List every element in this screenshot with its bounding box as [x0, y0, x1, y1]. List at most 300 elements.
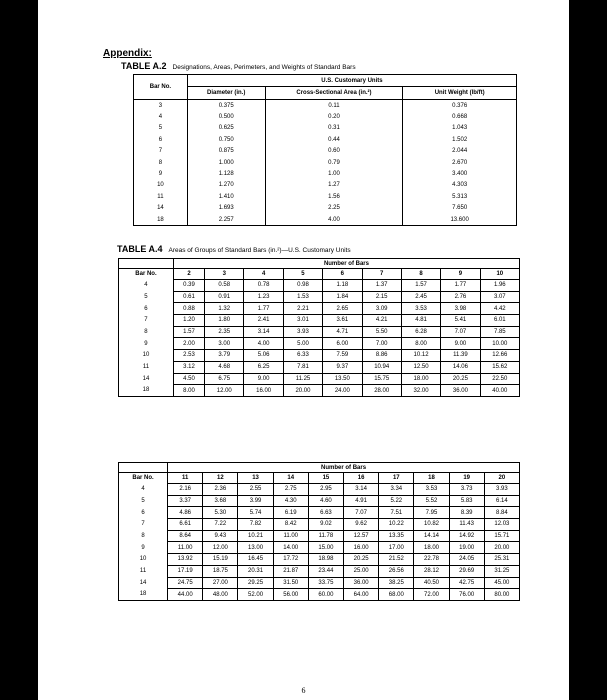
a4p1-cell: 2.41: [244, 315, 283, 327]
right-margin-bar: [569, 0, 607, 700]
a4p1-cell: 2.65: [323, 303, 362, 315]
a4p2-cell: 7.95: [414, 507, 449, 519]
a4p2-cell: 14.92: [449, 530, 484, 542]
a4p1-count-header: 5: [283, 269, 322, 280]
table-row: [119, 280, 520, 292]
a4p1-cell: 1.53: [283, 291, 322, 303]
a4p2-cell: 64.00: [344, 589, 379, 601]
a2-body: [134, 100, 517, 226]
a4p1-cell: 3.79: [205, 350, 244, 362]
a2-col-area: Cross-Sectional Area (in.²): [265, 87, 403, 100]
table-a4-title: Areas of Groups of Standard Bars (in.²)—U.S. Customary Units: [168, 247, 351, 254]
a4p2-bar-no-header: Bar No.: [119, 473, 168, 484]
a2-cell: 1.270: [187, 180, 265, 191]
a4p1-bar-no: 14: [119, 373, 174, 385]
a4p2-cell: 13.00: [238, 542, 273, 554]
a4p1-corner: [119, 259, 174, 269]
a4p2-bar-no: 8: [119, 530, 168, 542]
a4p1-cell: 2.35: [205, 326, 244, 338]
table-row: [134, 168, 517, 179]
a4p1-count-header: 3: [205, 269, 244, 280]
a2-cell: 14: [134, 203, 188, 214]
a4p1-bar-no: 18: [119, 385, 174, 397]
a2-cell: 1.128: [187, 168, 265, 179]
a4p1-cell: 0.39: [173, 280, 204, 292]
a4p2-cell: 29.69: [449, 565, 484, 577]
a4p1-count-header: 10: [480, 269, 519, 280]
a4p1-cell: 3.14: [244, 326, 283, 338]
a4p1-cell: 9.00: [244, 373, 283, 385]
table-row: [119, 484, 520, 496]
a4p1-cell: 3.61: [323, 315, 362, 327]
a4p2-cell: 3.99: [238, 495, 273, 507]
table-row: [119, 507, 520, 519]
a2-cell: 0.875: [187, 146, 265, 157]
a4p2-cell: 3.34: [379, 484, 414, 496]
a2-cell: 10: [134, 180, 188, 191]
a4p2-cell: 17.19: [168, 565, 203, 577]
a4p1-cell: 5.06: [244, 350, 283, 362]
table-row: [119, 385, 520, 397]
a4p2-cell: 25.31: [484, 554, 519, 566]
a4p1-cell: 10.12: [401, 350, 440, 362]
a4p1-cell: 0.78: [244, 280, 283, 292]
a4p1-cell: 12.50: [401, 361, 440, 373]
a4p1-cell: 1.96: [480, 280, 519, 292]
table-row: [134, 203, 517, 214]
a4p1-cell: 15.75: [362, 373, 401, 385]
a4p1-cell: 3.09: [362, 303, 401, 315]
table-row: [134, 180, 517, 191]
a2-cell: 0.500: [187, 111, 265, 122]
a4p2-cell: 8.64: [168, 530, 203, 542]
a4p2-cell: 12.57: [344, 530, 379, 542]
a4p1-cell: 8.00: [173, 385, 204, 397]
a4p1-bar-no: 11: [119, 361, 174, 373]
a2-col-bar-no: Bar No.: [134, 75, 188, 100]
table-row: [119, 350, 520, 362]
a4p2-cell: 5.83: [449, 495, 484, 507]
a4p2-cell: 31.25: [484, 565, 519, 577]
a2-cell: 0.20: [265, 111, 403, 122]
a4p1-cell: 2.45: [401, 291, 440, 303]
a4p2-cell: 18.00: [414, 542, 449, 554]
a4p2-cell: 4.60: [308, 495, 343, 507]
a4p1-cell: 3.98: [441, 303, 480, 315]
a4p2-cell: 6.61: [168, 519, 203, 531]
table-row: [119, 542, 520, 554]
a4p1-cell: 28.00: [362, 385, 401, 397]
table-row: [134, 146, 517, 157]
table-row: [119, 373, 520, 385]
a4p1-cell: 1.57: [173, 326, 204, 338]
a4p1-bar-no: 5: [119, 291, 174, 303]
a4p2-cell: 3.73: [449, 484, 484, 496]
table-row: [134, 214, 517, 226]
a4p1-cell: 7.81: [283, 361, 322, 373]
table-row: [119, 361, 520, 373]
a4p2-cell: 16.45: [238, 554, 273, 566]
a4p1-cell: 8.86: [362, 350, 401, 362]
a4p1-cell: 3.53: [401, 303, 440, 315]
a4p2-bar-no: 11: [119, 565, 168, 577]
a4p1-cell: 0.91: [205, 291, 244, 303]
a4p2-cell: 6.63: [308, 507, 343, 519]
a4p2-cell: 33.75: [308, 577, 343, 589]
a4p2-cell: 80.00: [484, 589, 519, 601]
a4p2-cell: 14.00: [273, 542, 308, 554]
table-row: [119, 519, 520, 531]
a4p2-cell: 3.93: [484, 484, 519, 496]
a4p2-cell: 72.00: [414, 589, 449, 601]
a4p1-cell: 3.93: [283, 326, 322, 338]
a4p2-cell: 11.78: [308, 530, 343, 542]
a4p1-bar-no: 6: [119, 303, 174, 315]
a4p1-cell: 6.25: [244, 361, 283, 373]
a4p2-cell: 52.00: [238, 589, 273, 601]
a4p2-cell: 36.00: [344, 577, 379, 589]
a2-cell: 2.044: [403, 146, 517, 157]
a4p1-cell: 9.00: [441, 338, 480, 350]
a2-cell: 4.00: [265, 214, 403, 226]
a4p2-cell: 4.91: [344, 495, 379, 507]
a4p2-cell: 15.00: [308, 542, 343, 554]
a2-cell: 1.502: [403, 134, 517, 145]
a4p1-cell: 12.00: [205, 385, 244, 397]
a4p2-cell: 5.74: [238, 507, 273, 519]
a4p2-cell: 5.30: [203, 507, 238, 519]
a4p1-cell: 7.07: [441, 326, 480, 338]
a2-cell: 1.00: [265, 168, 403, 179]
a4p2-bar-no: 5: [119, 495, 168, 507]
a4p1-cell: 3.12: [173, 361, 204, 373]
a4p2-cell: 11.00: [168, 542, 203, 554]
a4p2-cell: 7.82: [238, 519, 273, 531]
a4p1-cell: 7.59: [323, 350, 362, 362]
a4p2-cell: 68.00: [379, 589, 414, 601]
a4p1-cell: 6.75: [205, 373, 244, 385]
table-row: [119, 589, 520, 601]
a2-cell: 0.375: [187, 100, 265, 112]
a2-cell: 0.668: [403, 111, 517, 122]
table-a2: [133, 74, 517, 226]
a4p1-cell: 0.61: [173, 291, 204, 303]
a4p2-cell: 2.16: [168, 484, 203, 496]
a2-cell: 0.60: [265, 146, 403, 157]
a2-cell: 1.27: [265, 180, 403, 191]
a4p2-bar-no: 6: [119, 507, 168, 519]
a4p2-cell: 13.35: [379, 530, 414, 542]
a4p2-bar-no: 10: [119, 554, 168, 566]
a4p2-cell: 18.75: [203, 565, 238, 577]
a4p1-cell: 16.00: [244, 385, 283, 397]
a4p2-cell: 3.68: [203, 495, 238, 507]
a4p2-count-header: 17: [379, 473, 414, 484]
a4p2-cell: 6.19: [273, 507, 308, 519]
a4p2-cell: 12.03: [484, 519, 519, 531]
a4p1-cell: 7.00: [362, 338, 401, 350]
a4p2-count-header: 19: [449, 473, 484, 484]
a4p2-cell: 2.55: [238, 484, 273, 496]
a4p2-count-header: 18: [414, 473, 449, 484]
a4p2-cell: 21.52: [379, 554, 414, 566]
a4p1-cell: 11.25: [283, 373, 322, 385]
a4p2-cell: 76.00: [449, 589, 484, 601]
table-row: [119, 565, 520, 577]
a4p2-cell: 24.75: [168, 577, 203, 589]
a4p1-cell: 4.00: [244, 338, 283, 350]
a4p2-cell: 20.00: [484, 542, 519, 554]
a4p1-cell: 3.01: [283, 315, 322, 327]
a4p1-bar-no: 4: [119, 280, 174, 292]
a4p2-cell: 31.50: [273, 577, 308, 589]
table-row: [119, 315, 520, 327]
a4p2-cell: 17.00: [379, 542, 414, 554]
a4p2-cell: 4.30: [273, 495, 308, 507]
a2-cell: 1.693: [187, 203, 265, 214]
a4p2-cell: 26.56: [379, 565, 414, 577]
a4p1-bar-no-header: Bar No.: [119, 269, 174, 280]
a4p2-count-header: 11: [168, 473, 203, 484]
a4p2-cell: 17.72: [273, 554, 308, 566]
a4p2-cell: 3.53: [414, 484, 449, 496]
a2-cell: 5.313: [403, 191, 517, 202]
a4p2-cell: 25.00: [344, 565, 379, 577]
a4p1-cell: 1.77: [244, 303, 283, 315]
a4p2-count-header: 16: [344, 473, 379, 484]
a2-cell: 7: [134, 146, 188, 157]
a2-cell: 2.25: [265, 203, 403, 214]
a4p1-cell: 1.77: [441, 280, 480, 292]
a4p1-cell: 0.58: [205, 280, 244, 292]
a2-cell: 1.043: [403, 123, 517, 134]
a2-cell: 1.56: [265, 191, 403, 202]
a4p2-cell: 23.44: [308, 565, 343, 577]
a2-cell: 3.400: [403, 168, 517, 179]
a4p1-number-of-bars: Number of Bars: [173, 259, 519, 269]
a4p2-cell: 21.87: [273, 565, 308, 577]
a4p1-cell: 3.07: [480, 291, 519, 303]
a2-cell: 0.79: [265, 157, 403, 168]
a4p1-count-header: 4: [244, 269, 283, 280]
a4p2-cell: 20.25: [344, 554, 379, 566]
a4p2-cell: 42.75: [449, 577, 484, 589]
a4p2-cell: 19.00: [449, 542, 484, 554]
a4p1-cell: 22.50: [480, 373, 519, 385]
a4p1-cell: 1.80: [205, 315, 244, 327]
a2-cell: 11: [134, 191, 188, 202]
a2-col-diameter: Diameter (in.): [187, 87, 265, 100]
a4p2-cell: 18.98: [308, 554, 343, 566]
table-row: [119, 577, 520, 589]
table-row: [119, 326, 520, 338]
a4p2-cell: 15.19: [203, 554, 238, 566]
a4p1-cell: 36.00: [441, 385, 480, 397]
a4p2-cell: 5.52: [414, 495, 449, 507]
a4p2-cell: 10.22: [379, 519, 414, 531]
a4p2-bar-no: 7: [119, 519, 168, 531]
a4p1-cell: 18.00: [401, 373, 440, 385]
table-row: [134, 191, 517, 202]
a4p1-cell: 2.00: [173, 338, 204, 350]
table-row: [134, 123, 517, 134]
a4p1-cell: 5.00: [283, 338, 322, 350]
a4p2-cell: 60.00: [308, 589, 343, 601]
table-a4-part2: [118, 462, 520, 601]
table-row: [119, 291, 520, 303]
a4p1-cell: 1.32: [205, 303, 244, 315]
a2-cell: 9: [134, 168, 188, 179]
a4p1-cell: 0.88: [173, 303, 204, 315]
a4p2-count-header: 20: [484, 473, 519, 484]
a4p2-cell: 7.51: [379, 507, 414, 519]
table-row: [119, 338, 520, 350]
table-a2-title: Designations, Areas, Perimeters, and Weights of Standard Bars: [172, 64, 356, 71]
a4p2-cell: 22.78: [414, 554, 449, 566]
a4p1-cell: 1.23: [244, 291, 283, 303]
table-a2-caption: [121, 61, 356, 71]
appendix-heading: Appendix:: [103, 48, 152, 59]
a2-cell: 0.750: [187, 134, 265, 145]
a4p2-cell: 40.50: [414, 577, 449, 589]
a4p2-cell: 56.00: [273, 589, 308, 601]
a2-cell: 0.376: [403, 100, 517, 112]
a4p1-bar-no: 7: [119, 315, 174, 327]
a2-cell: 6: [134, 134, 188, 145]
a2-cell: 4: [134, 111, 188, 122]
a4p1-cell: 20.25: [441, 373, 480, 385]
a4p1-cell: 5.41: [441, 315, 480, 327]
a4p1-cell: 1.57: [401, 280, 440, 292]
a4p2-cell: 8.84: [484, 507, 519, 519]
a4p2-cell: 2.75: [273, 484, 308, 496]
a4p2-body: [119, 484, 520, 601]
a4p2-cell: 15.71: [484, 530, 519, 542]
a4p1-cell: 2.21: [283, 303, 322, 315]
table-a4-label: TABLE A.4: [117, 244, 163, 254]
a4p2-cell: 11.00: [273, 530, 308, 542]
a4p2-cell: 16.00: [344, 542, 379, 554]
a4p1-cell: 0.98: [283, 280, 322, 292]
table-row: [134, 100, 517, 112]
a4p2-cell: 2.36: [203, 484, 238, 496]
a4p2-cell: 24.05: [449, 554, 484, 566]
a4p1-cell: 12.66: [480, 350, 519, 362]
a4p1-bar-no: 9: [119, 338, 174, 350]
a4p2-bar-no: 18: [119, 589, 168, 601]
a4p2-cell: 12.00: [203, 542, 238, 554]
a4p1-cell: 7.85: [480, 326, 519, 338]
a2-cell: 1.410: [187, 191, 265, 202]
left-margin-bar: [0, 0, 38, 700]
a4p2-cell: 6.14: [484, 495, 519, 507]
a4p2-cell: 38.25: [379, 577, 414, 589]
table-row: [119, 554, 520, 566]
a2-cell: 4.303: [403, 180, 517, 191]
table-a4-caption: [117, 244, 351, 254]
a4p2-cell: 10.82: [414, 519, 449, 531]
a4p1-cell: 6.28: [401, 326, 440, 338]
a4p2-count-header: 15: [308, 473, 343, 484]
a2-cell: 7.650: [403, 203, 517, 214]
a4p2-corner: [119, 463, 168, 473]
table-row: [119, 530, 520, 542]
a4p2-bar-no: 4: [119, 484, 168, 496]
page-number: 6: [301, 686, 306, 695]
table-row: [134, 157, 517, 168]
a4p1-cell: 3.00: [205, 338, 244, 350]
table-row: [134, 111, 517, 122]
a4p1-cell: 4.71: [323, 326, 362, 338]
a4p2-cell: 8.42: [273, 519, 308, 531]
a2-cell: 5: [134, 123, 188, 134]
a4p1-cell: 6.33: [283, 350, 322, 362]
a4p1-cell: 1.20: [173, 315, 204, 327]
a4p2-cell: 29.25: [238, 577, 273, 589]
a4p2-cell: 3.14: [344, 484, 379, 496]
a2-cell: 0.625: [187, 123, 265, 134]
a4p1-bar-no: 10: [119, 350, 174, 362]
a2-cell: 18: [134, 214, 188, 226]
a4p1-cell: 9.37: [323, 361, 362, 373]
a4p1-cell: 1.37: [362, 280, 401, 292]
a4p2-cell: 4.86: [168, 507, 203, 519]
a2-cell: 13.600: [403, 214, 517, 226]
a4p2-cell: 9.43: [203, 530, 238, 542]
a2-cell: 8: [134, 157, 188, 168]
a4p1-body: [119, 280, 520, 397]
a4p2-cell: 5.22: [379, 495, 414, 507]
a4p2-cell: 9.62: [344, 519, 379, 531]
a4p1-cell: 6.01: [480, 315, 519, 327]
table-row: [119, 303, 520, 315]
a2-cell: 2.257: [187, 214, 265, 226]
a4p1-count-header: 2: [173, 269, 204, 280]
a4p2-cell: 20.31: [238, 565, 273, 577]
a4p1-cell: 32.00: [401, 385, 440, 397]
a4p2-cell: 48.00: [203, 589, 238, 601]
a4p2-cell: 10.21: [238, 530, 273, 542]
a4p2-cell: 8.39: [449, 507, 484, 519]
a4p1-cell: 14.06: [441, 361, 480, 373]
a4p1-cell: 20.00: [283, 385, 322, 397]
table-a4-part1: [118, 258, 520, 397]
a2-cell: 0.11: [265, 100, 403, 112]
a4p1-cell: 4.81: [401, 315, 440, 327]
a4p1-cell: 4.42: [480, 303, 519, 315]
a4p2-count-header: 14: [273, 473, 308, 484]
a4p2-cell: 11.43: [449, 519, 484, 531]
a4p2-cell: 3.37: [168, 495, 203, 507]
a4p1-cell: 1.84: [323, 291, 362, 303]
a4p2-cell: 45.00: [484, 577, 519, 589]
a4p2-cell: 9.02: [308, 519, 343, 531]
a4p2-count-header: 13: [238, 473, 273, 484]
a4p1-cell: 24.00: [323, 385, 362, 397]
a2-cell: 2.670: [403, 157, 517, 168]
a4p2-cell: 7.07: [344, 507, 379, 519]
a4p2-bar-no: 9: [119, 542, 168, 554]
a4p1-cell: 2.76: [441, 291, 480, 303]
a4p1-count-header: 6: [323, 269, 362, 280]
a4p2-cell: 7.22: [203, 519, 238, 531]
table-a2-label: TABLE A.2: [121, 61, 167, 71]
a2-cell: 0.44: [265, 134, 403, 145]
a4p1-cell: 8.00: [401, 338, 440, 350]
a4p2-cell: 28.12: [414, 565, 449, 577]
a2-col-weight: Unit Weight (lb/ft): [403, 87, 517, 100]
table-row: [119, 495, 520, 507]
